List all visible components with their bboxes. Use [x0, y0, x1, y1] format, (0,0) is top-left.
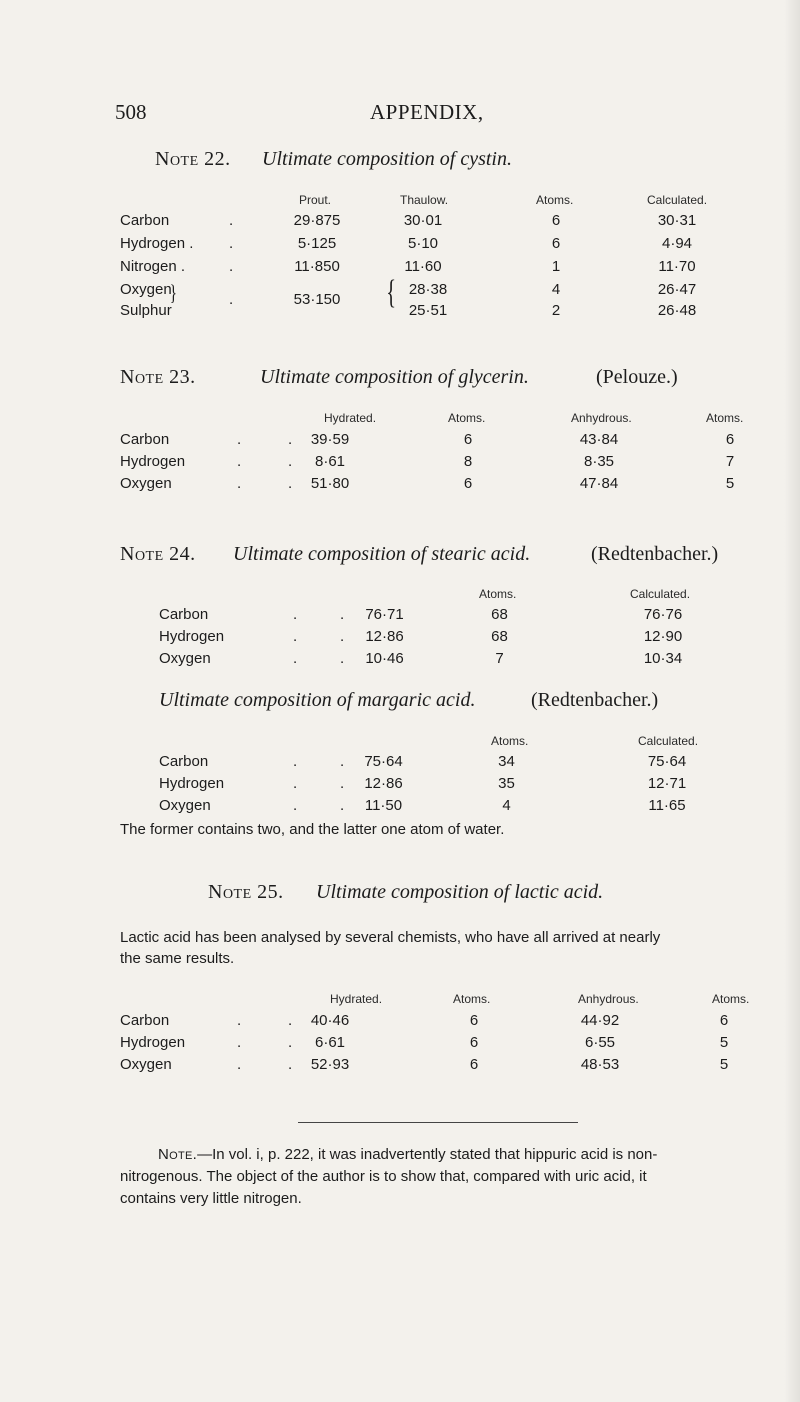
row-label: Nitrogen .: [120, 258, 186, 275]
col-header-calculated: Calculated.: [630, 587, 691, 601]
leader-dot: .: [293, 628, 298, 645]
note-23-attribution: (Pelouze.): [596, 366, 678, 388]
atoms-value: 1: [551, 258, 561, 275]
atoms-value: 8: [463, 453, 473, 470]
leader-dot: .: [340, 775, 345, 792]
note-22-title: Ultimate composition of cystin.: [262, 148, 512, 170]
leader-dot: .: [237, 475, 242, 492]
calculated-value: 10·34: [643, 650, 683, 667]
note-22-label: Note 22.: [155, 148, 231, 170]
anhydrous-value: 6·55: [584, 1034, 616, 1051]
leader-dot: .: [288, 1034, 293, 1051]
atoms-value: 68: [491, 628, 508, 645]
atoms-value: 4: [551, 281, 561, 298]
leader-dot: .: [288, 475, 293, 492]
leader-dot: .: [288, 431, 293, 448]
leader-dot: .: [293, 775, 298, 792]
atoms-value: 6: [463, 431, 473, 448]
anhydrous-value: 48·53: [580, 1056, 620, 1073]
hydrated-value: 6·61: [314, 1034, 346, 1051]
leader-dot: .: [340, 606, 345, 623]
leader-dot: .: [229, 212, 234, 229]
right-brace: }: [169, 280, 177, 305]
leader-dot: .: [340, 753, 345, 770]
anhydrous-value: 43·84: [579, 431, 619, 448]
leader-dot: .: [340, 650, 345, 667]
prout-value: 53·150: [293, 291, 341, 308]
atoms-value: 6: [469, 1012, 479, 1029]
leader-dot: .: [237, 431, 242, 448]
col-header-atoms: Atoms.: [536, 193, 574, 207]
calculated-value: 12·90: [643, 628, 683, 645]
atoms-value: 4: [502, 797, 511, 814]
leader-dot: .: [288, 1056, 293, 1073]
row-label: Carbon: [120, 431, 170, 448]
row-label: Carbon: [159, 606, 209, 623]
row-label: Carbon: [120, 1012, 170, 1029]
atoms-value: 6: [551, 235, 561, 252]
leader-dot: .: [229, 291, 234, 308]
col-header-atoms: Atoms.: [448, 411, 486, 425]
leader-dot: .: [340, 797, 345, 814]
value: 10·46: [365, 650, 404, 667]
final-note-line1: [158, 1144, 657, 1165]
atoms-value: 6: [463, 475, 473, 492]
col-header-atoms: Atoms.: [453, 992, 491, 1006]
final-note-line3: contains very little nitrogen.: [120, 1190, 302, 1207]
calculated-value: 4·94: [661, 235, 693, 252]
prout-value: 5·125: [297, 235, 337, 252]
atoms-value: 2: [551, 302, 561, 319]
note-23-title: Ultimate composition of glycerin.: [260, 366, 529, 388]
value: 12·86: [365, 628, 404, 645]
leader-dot: .: [229, 235, 234, 252]
calculated-value: 12·71: [647, 775, 687, 792]
note-24-label: Note 24.: [120, 543, 196, 565]
leader-dot: .: [293, 606, 298, 623]
atoms-value: 6: [469, 1056, 479, 1073]
col-header-atoms: Atoms.: [706, 411, 744, 425]
page-header: [0, 100, 800, 134]
col-header-anhydrous: Anhydrous.: [578, 992, 639, 1006]
left-brace: {: [386, 274, 397, 311]
thaulow-value: 5·10: [407, 235, 439, 252]
leader-dot: .: [237, 1056, 242, 1073]
leader-dot: .: [293, 753, 298, 770]
thaulow-value: 11·60: [404, 258, 442, 275]
leader-dot: .: [340, 628, 345, 645]
thaulow-value: 25·51: [408, 302, 448, 319]
leader-dot: .: [288, 1012, 293, 1029]
calculated-value: 30·31: [657, 212, 697, 229]
atoms-value: 35: [498, 775, 515, 792]
final-note-label: Note.: [158, 1146, 198, 1163]
col-header-atoms: Atoms.: [479, 587, 517, 601]
leader-dot: .: [293, 797, 298, 814]
anhydrous-value: 8·35: [583, 453, 615, 470]
note-24-attribution: (Redtenbacher.): [591, 543, 719, 565]
row-label: Oxygen: [159, 797, 211, 814]
leader-dot: .: [229, 258, 234, 275]
prout-value: 29·875: [293, 212, 341, 229]
row-label: Hydrogen: [159, 775, 225, 792]
atoms-value: 5: [725, 475, 735, 492]
atoms-value: 6: [469, 1034, 479, 1051]
page-edge-shadow: [784, 0, 800, 1402]
row-label: Sulphur: [120, 302, 172, 319]
col-header-anhydrous: Anhydrous.: [571, 411, 632, 425]
anhydrous-value: 44·92: [580, 1012, 620, 1029]
row-label: Hydrogen: [159, 628, 225, 645]
col-header-hydrated: Hydrated.: [330, 992, 383, 1006]
row-label: Oxygen: [120, 281, 172, 298]
note-23-label: Note 23.: [120, 366, 196, 388]
row-label: Hydrogen .: [120, 235, 194, 252]
col-header-calculated: Calculated.: [638, 734, 699, 748]
hydrated-value: 40·46: [310, 1012, 350, 1029]
atoms-value: 34: [498, 753, 515, 770]
col-header-prout: Prout.: [299, 193, 332, 207]
col-header-thaulow: Thaulow.: [400, 193, 449, 207]
col-header-atoms: Atoms.: [712, 992, 750, 1006]
final-note-text1: —In vol. i, p. 222, it was inadvertently stated that hippuric acid is non-: [197, 1146, 658, 1163]
final-note-line2: nitrogenous. The object of the author is to show that, compared with uric acid, it: [120, 1168, 647, 1185]
note-25-label: Note 25.: [208, 881, 284, 903]
value: 75·64: [364, 753, 403, 770]
thaulow-value: 28·38: [408, 281, 448, 298]
atoms-value: 5: [719, 1056, 729, 1073]
atoms-value: 6: [551, 212, 561, 229]
calculated-value: 76·76: [643, 606, 683, 623]
note-24-title: Ultimate composition of stearic acid.: [233, 543, 531, 565]
thaulow-value: 30·01: [403, 212, 443, 229]
hydrated-value: 52·93: [310, 1056, 350, 1073]
note-25-title: Ultimate composition of lactic acid.: [316, 881, 604, 903]
note-25-intro-line1: Lactic acid has been analysed by several chemists, who have all arrived at nearly: [120, 929, 661, 946]
atoms-value: 7: [495, 650, 504, 667]
hydrated-value: 39·59: [310, 431, 350, 448]
atoms-value: 68: [491, 606, 508, 623]
atoms-value: 6: [725, 431, 735, 448]
margaric-attribution: (Redtenbacher.): [531, 689, 659, 711]
calculated-value: 11·70: [658, 258, 696, 275]
anhydrous-value: 47·84: [579, 475, 619, 492]
row-label: Oxygen: [120, 1056, 172, 1073]
section-divider: [298, 1122, 578, 1123]
page-number: 508: [115, 100, 147, 124]
atoms-value: 5: [719, 1034, 729, 1051]
value: 76·71: [365, 606, 404, 623]
calculated-value: 11·65: [648, 797, 686, 814]
leader-dot: .: [288, 453, 293, 470]
row-label: Hydrogen: [120, 1034, 186, 1051]
leader-dot: .: [237, 453, 242, 470]
col-header-hydrated: Hydrated.: [324, 411, 377, 425]
row-label: Hydrogen: [120, 453, 186, 470]
calculated-value: 26·47: [657, 281, 697, 298]
hydrated-value: 8·61: [314, 453, 346, 470]
note-25-intro-line2: the same results.: [120, 950, 235, 967]
leader-dot: .: [237, 1012, 242, 1029]
running-title: APPENDIX,: [370, 100, 484, 124]
col-header-atoms: Atoms.: [491, 734, 529, 748]
hydrated-value: 51·80: [310, 475, 350, 492]
leader-dot: .: [293, 650, 298, 667]
prout-value: 11·850: [294, 258, 340, 275]
calculated-value: 75·64: [647, 753, 687, 770]
value: 12·86: [364, 775, 403, 792]
atoms-value: 7: [725, 453, 735, 470]
value: 11·50: [364, 797, 403, 814]
atoms-value: 6: [719, 1012, 729, 1029]
margaric-footnote: The former contains two, and the latter one atom of water.: [120, 821, 505, 838]
leader-dot: .: [237, 1034, 242, 1051]
row-label: Oxygen: [159, 650, 211, 667]
row-label: Carbon: [120, 212, 170, 229]
row-label: Oxygen: [120, 475, 172, 492]
col-header-calculated: Calculated.: [647, 193, 708, 207]
margaric-title: Ultimate composition of margaric acid.: [159, 689, 476, 711]
calculated-value: 26·48: [657, 302, 697, 319]
row-label: Carbon: [159, 753, 209, 770]
